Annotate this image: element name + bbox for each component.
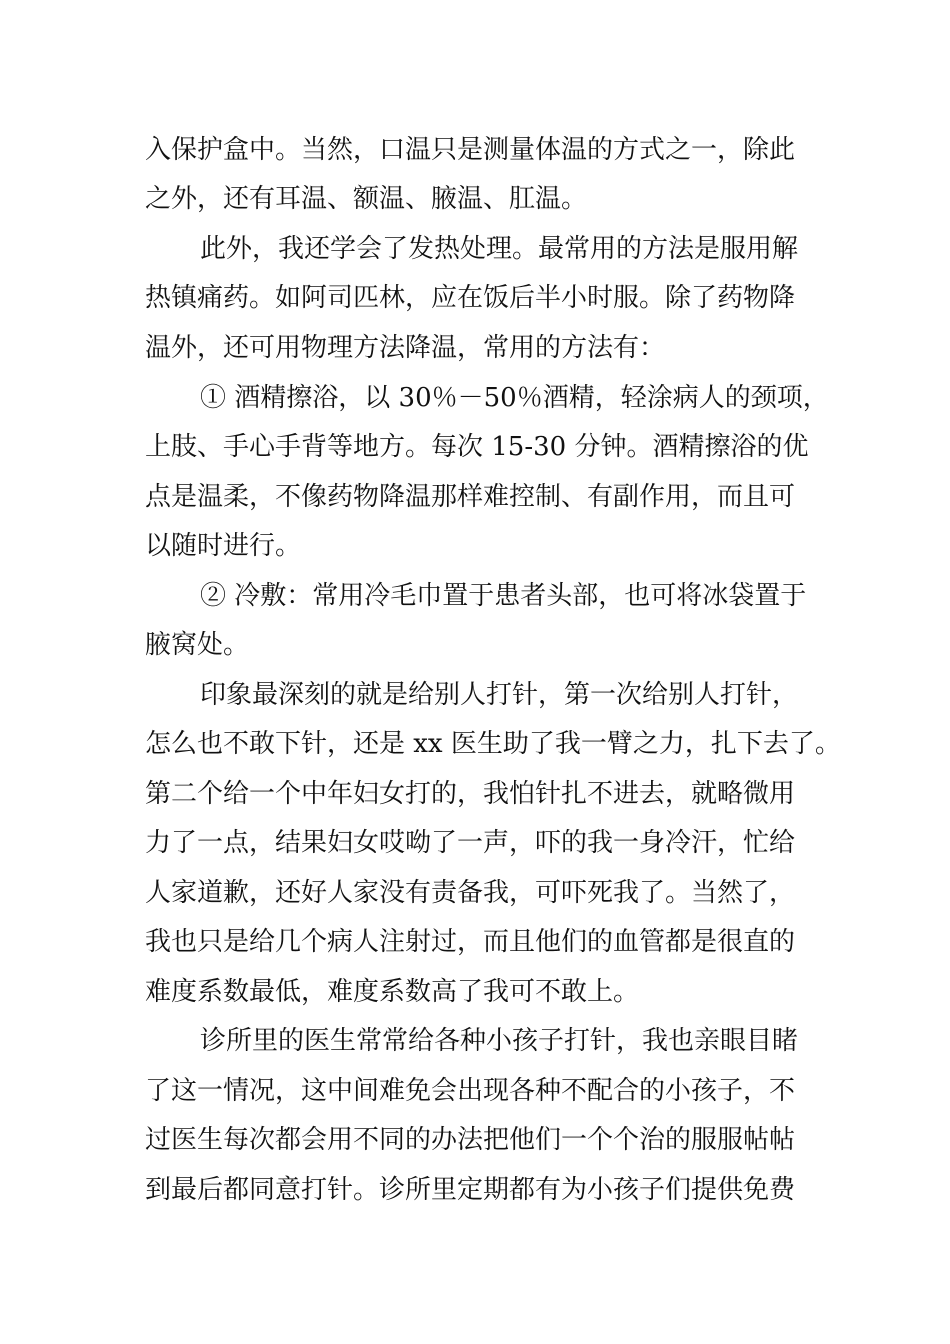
text-line: 点是温柔，不像药物降温那样难控制、有副作用，而且可 — [145, 482, 796, 512]
text-line: 力了一点，结果妇女哎呦了一声，吓的我一身冷汗，忙给 — [145, 828, 796, 858]
text-line: 怎么也不敢下针，还是 xx 医生助了我一臂之力，扎下去了。 — [145, 729, 841, 759]
paragraph-start-line: 此外，我还学会了发热处理。最常用的方法是服用解 — [200, 234, 799, 264]
text-line: 第二个给一个中年妇女打的，我怕针扎不进去，就略微用 — [145, 779, 796, 809]
paragraph-start-line: 印象最深刻的就是给别人打针，第一次给别人打针， — [200, 680, 799, 710]
text-line: 热镇痛药。如阿司匹林，应在饭后半小时服。除了药物降 — [145, 283, 796, 313]
text-line: 之外，还有耳温、额温、腋温、肛温。 — [145, 184, 588, 214]
text-line: 温外，还可用物理方法降温，常用的方法有： — [145, 333, 666, 363]
text-line: 难度系数最低，难度系数高了我可不敢上。 — [145, 977, 640, 1007]
paragraph-start-line: 诊所里的医生常常给各种小孩子打针，我也亲眼目睹 — [200, 1026, 799, 1056]
text-line: 到最后都同意打针。诊所里定期都有为小孩子们提供免费 — [145, 1175, 796, 1205]
list-item-1-line: ① 酒精擦浴，以 30％－50％酒精，轻涂病人的颈项， — [200, 383, 829, 413]
text-line: 了这一情况，这中间难免会出现各种不配合的小孩子，不 — [145, 1076, 796, 1106]
text-line: 过医生每次都会用不同的办法把他们一个个治的服服帖帖 — [145, 1125, 796, 1155]
text-line: 以随时进行。 — [145, 531, 302, 561]
text-line: 人家道歉，还好人家没有责备我，可吓死我了。当然了， — [145, 878, 796, 908]
text-line: 入保护盒中。当然，口温只是测量体温的方式之一，除此 — [145, 135, 796, 165]
text-line: 腋窝处。 — [145, 630, 250, 660]
text-line: 上肢、手心手背等地方。每次 15-30 分钟。酒精擦浴的优 — [145, 432, 809, 462]
text-line: 我也只是给几个病人注射过，而且他们的血管都是很直的 — [145, 927, 796, 957]
list-item-2-line: ② 冷敷：常用冷毛巾置于患者头部，也可将冰袋置于 — [200, 581, 807, 611]
